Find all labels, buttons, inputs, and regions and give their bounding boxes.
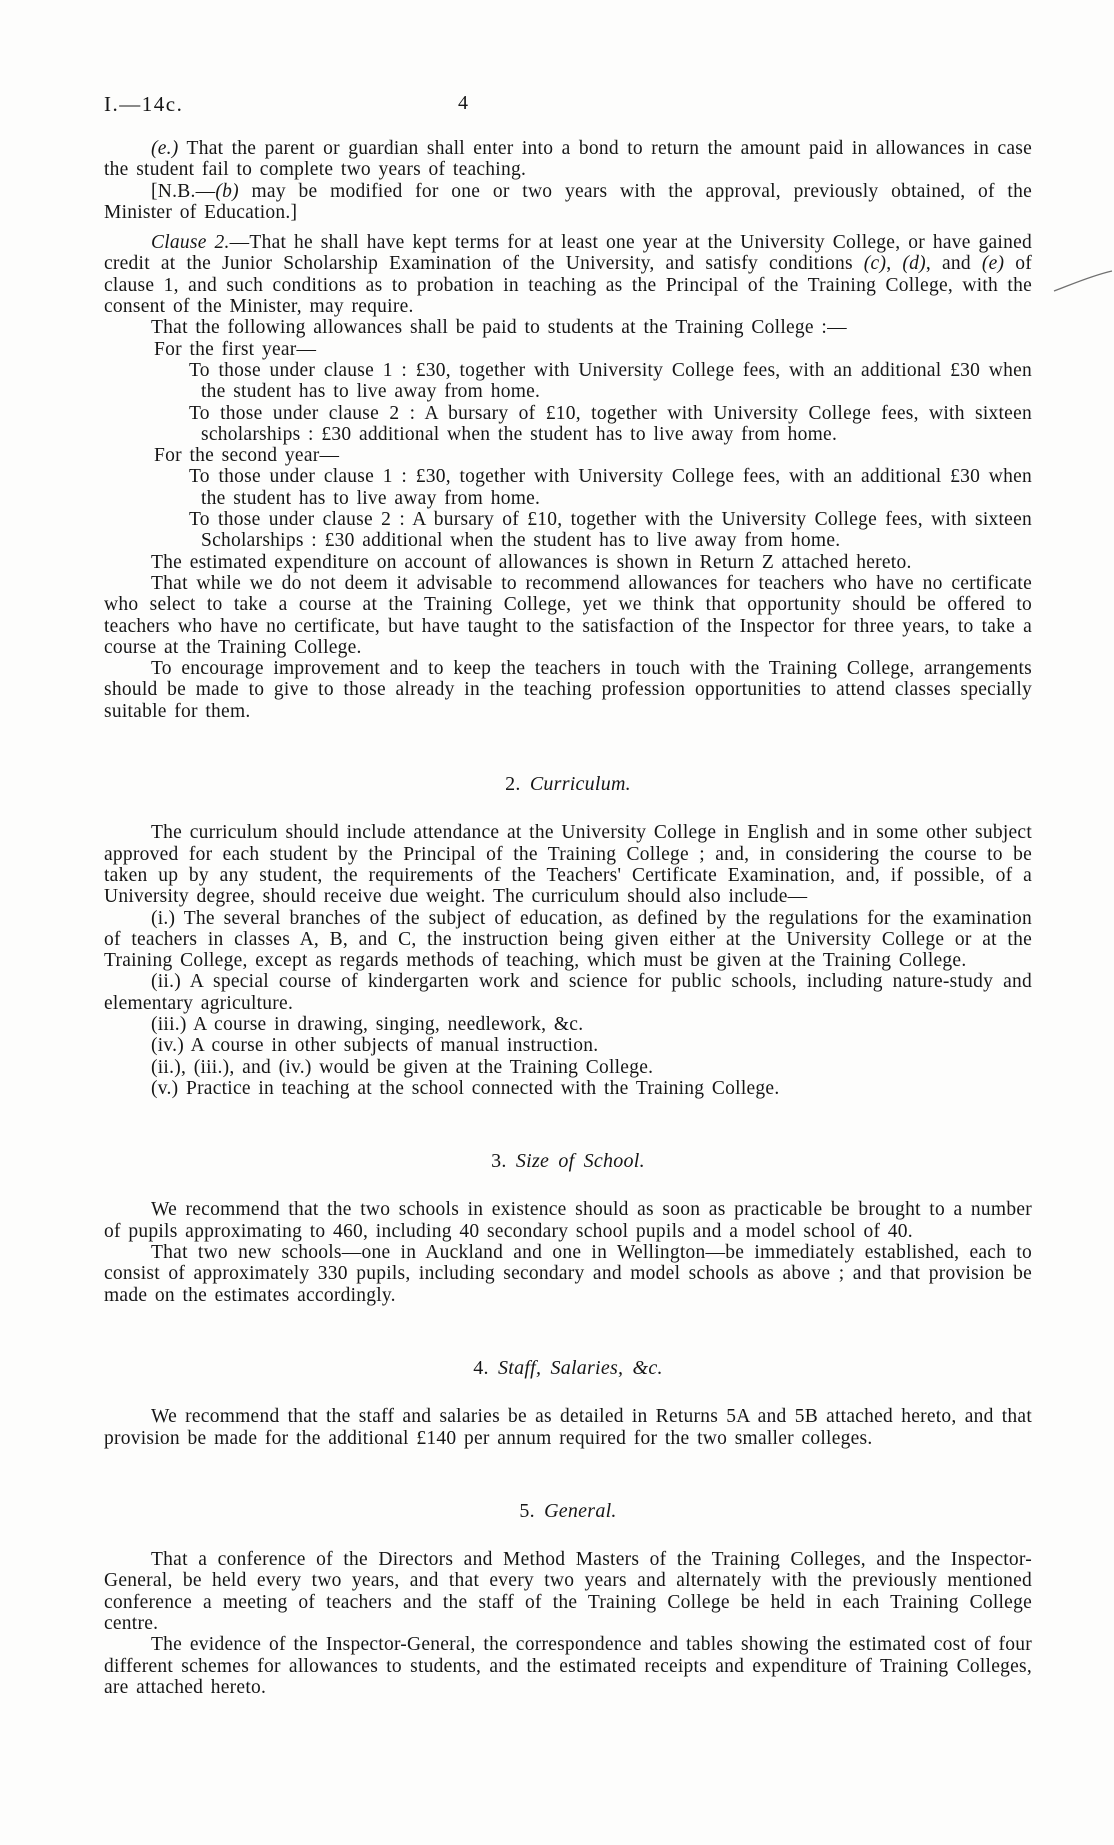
allowance-item: To those under clause 2 : A bursary of £10, together with University College fees, with sixteen scholarships : £30 additional when the student has to live away from home. — [189, 402, 1032, 445]
paragraph-no-certificate: That while we do not deem it advisable to recommend allowances for teachers who have no certificate who select to take a course at the Training College, yet we think that opportunity should be offered to teachers who have no certificate, but have taught to the satisfaction of the Inspector for three years, to take a course at the Training College. — [104, 572, 1032, 658]
paragraph-evidence: The evidence of the Inspector-General, the correspondence and tables showing the estimated cost of four different schemes for allowances to students, and the estimated receipts and expenditure of Training Colleges, are attached hereto. — [104, 1634, 1032, 1698]
section-heading-curriculum: 2. Curriculum. — [505, 773, 631, 796]
curriculum-item-iii: (iii.) A course in drawing, singing, needlework, &c. — [151, 1013, 584, 1035]
section-heading-general: 5. General. — [519, 1499, 617, 1522]
section-heading-staff-salaries: 4. Staff, Salaries, &c. — [473, 1356, 663, 1379]
curriculum-item-ii: (ii.) A special course of kindergarten work and science for public schools, including nature-study and elementary agriculture. — [104, 971, 1032, 1014]
curriculum-note-ii-iii-iv: (ii.), (iii.), and (iv.) would be given at the Training College. — [151, 1056, 654, 1078]
paragraph-staff-salaries: We recommend that the staff and salaries be as detailed in Returns 5A and 5B attached hereto, and that provision be made for the additional £140 per annum required for the two smaller colleges. — [104, 1406, 1032, 1449]
curriculum-item-iv: (iv.) A course in other subjects of manual instruction. — [151, 1035, 599, 1057]
curriculum-item-i: (i.) The several branches of the subject of education, as defined by the regulations for the examination of teachers in classes A, B, and C, the instruction being given either at the University College or at the Training College, except as regards methods of teaching, which must be given at the Training College. — [104, 907, 1032, 972]
allowance-item: To those under clause 1 : £30, together with University College fees, with an additional £30 when the student has to live away from home. — [189, 466, 1032, 509]
page-header — [104, 92, 1032, 118]
document-reference: I.—14c. — [104, 92, 184, 116]
paragraph-conference: That a conference of the Directors and Method Masters of the Training Colleges, and the Inspector-General, be held every two years, and that every two years and alternately with the previously mentioned conference a meeting of teachers and the staff of the Training College be held in each Training College centre. — [104, 1549, 1032, 1635]
section-heading-size-of-school: 3. Size of School. — [491, 1150, 645, 1173]
scan-artifact-line — [1052, 262, 1114, 300]
curriculum-item-v: (v.) Practice in teaching at the school connected with the Training College. — [151, 1077, 780, 1099]
allowance-item: To those under clause 1 : £30, together with University College fees, with an additional £30 when the student has to live away from home. — [189, 359, 1032, 403]
paragraph-schools-size: We recommend that the two schools in existence should as soon as practicable be brought to a number of pupils approximating to 460, including 40 secondary school pupils and a model school of 40. — [104, 1199, 1032, 1242]
paragraph-new-schools: That two new schools—one in Auckland and one in Wellington—be immediately established, each to consist of approximately 330 pupils, including secondary and model schools as above ; and that provision be made on the estimates accordingly. — [104, 1242, 1032, 1306]
paragraph-estimated-expenditure: The estimated expenditure on account of allowances is shown in Return Z attached hereto. — [151, 551, 912, 573]
line-second-year: For the second year— — [154, 445, 340, 467]
paragraph-allowances-intro: That the following allowances shall be paid to students at the Training College :— — [151, 317, 847, 339]
paragraph-e-bond: (e.) That the parent or guardian shall enter into a bond to return the amount paid in allowances in case the student fail to complete two years of teaching. — [104, 138, 1032, 181]
page-number: 4 — [458, 92, 468, 114]
paragraph-curriculum-intro: The curriculum should include attendance at the University College in English and in some other subject approved for each student by the Principal of the Training College ; and, in considering the course to be taken up by any student, the requirements of the Teachers' Certificate Examination, and, if possible, of a University degree, should receive due weight. The curriculum should also include— — [104, 822, 1032, 908]
paragraph-clause-2: Clause 2.—That he shall have kept terms for at least one year at the University College, or have gained credit at the Junior Scholarship Examination of the University, and satisfy conditions (c), (d), and (e) of clause 1, and such conditions as to probation in teaching as the Principal of the Training College, with the consent of the Minister, may require. — [104, 232, 1033, 318]
allowance-item: To those under clause 2 : A bursary of £10, together with the University College fees, with sixteen Scholarships : £30 additional when the student has to live away from home. — [189, 509, 1032, 552]
document-body — [104, 138, 1032, 1698]
line-first-year: For the first year— — [154, 338, 317, 360]
paragraph-encourage-improvement: To encourage improvement and to keep the teachers in touch with the Training College, arrangements should be made to give to those already in the teaching profession opportunities to attend classes specially suitable for them. — [104, 658, 1032, 722]
paragraph-nb-note: [N.B.—(b) may be modified for one or two years with the approval, previously obtained, of the Minister of Education.] — [104, 180, 1032, 223]
